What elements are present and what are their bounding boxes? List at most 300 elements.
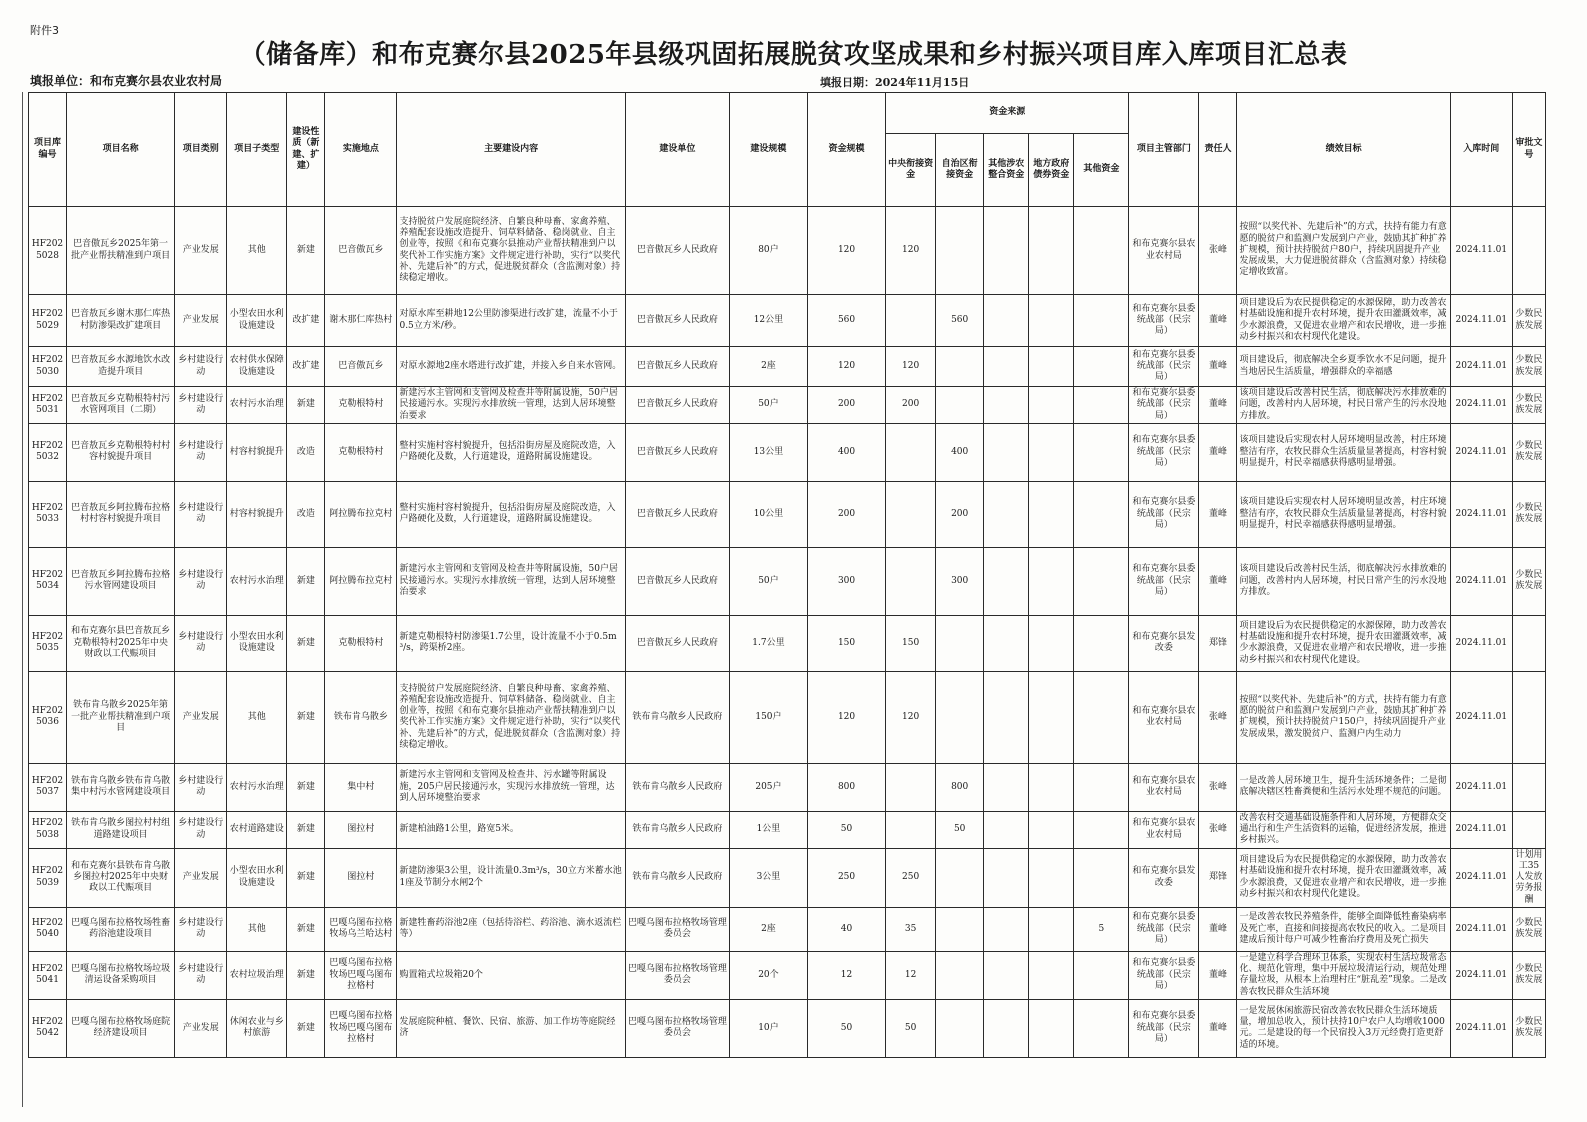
cell-other-agri bbox=[984, 481, 1029, 547]
cell-location: 巴音傲瓦乡 bbox=[325, 347, 397, 387]
header-name: 项目名称 bbox=[67, 93, 175, 207]
cell-id: HF2025042 bbox=[29, 999, 67, 1057]
cell-person: 张峰 bbox=[1199, 671, 1237, 763]
cell-approval: 少数民族发展 bbox=[1512, 387, 1545, 424]
cell-content: 新建防渗渠3公里，设计流量0.3m³/s，30立方米蓄水池1座及节制分水闸2个 bbox=[397, 848, 625, 907]
table-row bbox=[29, 907, 1546, 951]
cell-perf: 项目建设后为农民提供稳定的水源保障，助力改善农村基础设施和提升农村环境，提升农田灌溉效率，减少水源浪费，又促进农业增产和农民增收，进一步推动乡村振兴和农村现代化建设。 bbox=[1237, 848, 1450, 907]
project-table bbox=[28, 92, 1546, 1058]
cell-nature: 改造 bbox=[287, 423, 325, 481]
cell-builder: 巴音傲瓦乡人民政府 bbox=[625, 347, 729, 387]
cell-category: 乡村建设行动 bbox=[175, 907, 227, 951]
table-row bbox=[29, 999, 1546, 1057]
cell-region: 400 bbox=[936, 423, 984, 481]
cell-dept: 和布克赛尔县发改委 bbox=[1129, 848, 1199, 907]
cell-central: 12 bbox=[886, 951, 936, 999]
cell-time: 2024.11.01 bbox=[1450, 763, 1512, 811]
cell-local-bond bbox=[1029, 347, 1074, 387]
page-edge-line bbox=[22, 92, 23, 1107]
header-fund: 资金规模 bbox=[807, 93, 885, 207]
cell-time: 2024.11.01 bbox=[1450, 207, 1512, 295]
cell-id: HF2025028 bbox=[29, 207, 67, 295]
cell-dept: 和布克赛尔县农业农村局 bbox=[1129, 671, 1199, 763]
cell-id: HF2025041 bbox=[29, 951, 67, 999]
cell-nature: 新建 bbox=[287, 848, 325, 907]
cell-local-bond bbox=[1029, 547, 1074, 615]
cell-other-agri bbox=[984, 423, 1029, 481]
cell-local-bond bbox=[1029, 295, 1074, 347]
cell-person: 董峰 bbox=[1199, 481, 1237, 547]
cell-nature: 新建 bbox=[287, 907, 325, 951]
cell-nature: 新建 bbox=[287, 999, 325, 1057]
table-row bbox=[29, 547, 1546, 615]
cell-approval: 少数民族发展 bbox=[1512, 481, 1545, 547]
cell-dept: 和布克赛尔县农业农村局 bbox=[1129, 207, 1199, 295]
cell-category: 产业发展 bbox=[175, 295, 227, 347]
cell-content: 新建克勒根特村防渗渠1.7公里，设计流量不小于0.5m³/s，跨渠桥2座。 bbox=[397, 615, 625, 671]
cell-other bbox=[1074, 951, 1129, 999]
cell-perf: 该项目建设后改善村民生活，彻底解决污水排放难的问题，改善村内人居环境，村民日常产生的污水没地方排放。 bbox=[1237, 387, 1450, 424]
cell-builder: 巴嘎乌图布拉格牧场管理委员会 bbox=[625, 951, 729, 999]
cell-other bbox=[1074, 547, 1129, 615]
cell-region bbox=[936, 907, 984, 951]
cell-subtype: 其他 bbox=[227, 207, 287, 295]
cell-fund: 560 bbox=[807, 295, 885, 347]
cell-subtype: 农村道路建设 bbox=[227, 811, 287, 848]
cell-time: 2024.11.01 bbox=[1450, 481, 1512, 547]
cell-perf: 按照“以奖代补、先建后补”的方式，扶持有能力有意愿的脱贫户和监测户发展到户产业，鼓励其扩种扩养扩规模，预计扶持脱贫户150户，持续巩固提升产业发展成果，激发脱贫户、监测户内生动力 bbox=[1237, 671, 1450, 763]
table-row bbox=[29, 763, 1546, 811]
cell-nature: 新建 bbox=[287, 951, 325, 999]
cell-id: HF2025039 bbox=[29, 848, 67, 907]
cell-approval: 计划用工35人发放劳务报酬 bbox=[1512, 848, 1545, 907]
cell-central bbox=[886, 763, 936, 811]
cell-subtype: 村容村貌提升 bbox=[227, 423, 287, 481]
cell-other-agri bbox=[984, 207, 1029, 295]
cell-scale: 1公里 bbox=[729, 811, 807, 848]
cell-scale: 20个 bbox=[729, 951, 807, 999]
cell-fund: 120 bbox=[807, 671, 885, 763]
cell-other-agri bbox=[984, 951, 1029, 999]
cell-content: 支持脱贫户发展庭院经济、自繁良种母畜、家禽养殖、养殖配套设施改造提升、饲草料储备、稳岗就业、自主创业等，按照《和布克赛尔县推动产业帮扶精准到户以奖代补工作实施方案》文件规定进行补助，实行“以奖代补、先建后补”的方式，促进脱贫群众（含监测对象）持续稳定增收。 bbox=[397, 671, 625, 763]
cell-other bbox=[1074, 615, 1129, 671]
cell-approval bbox=[1512, 811, 1545, 848]
cell-person: 张峰 bbox=[1199, 811, 1237, 848]
cell-region bbox=[936, 671, 984, 763]
cell-name: 和布克赛尔县巴音敖瓦乡克勒根特村2025年中央财政以工代赈项目 bbox=[67, 615, 175, 671]
cell-time: 2024.11.01 bbox=[1450, 295, 1512, 347]
header-builder: 建设单位 bbox=[625, 93, 729, 207]
cell-fund: 400 bbox=[807, 423, 885, 481]
cell-region bbox=[936, 615, 984, 671]
cell-region bbox=[936, 848, 984, 907]
cell-builder: 巴嘎乌图布拉格牧场管理委员会 bbox=[625, 907, 729, 951]
cell-fund: 250 bbox=[807, 848, 885, 907]
cell-content: 整村实施村容村貌提升，包括沿街房屋及庭院改造，入户路硬化及数，人行道建设，道路附属设施建设。 bbox=[397, 481, 625, 547]
cell-id: HF2025034 bbox=[29, 547, 67, 615]
cell-id: HF2025031 bbox=[29, 387, 67, 424]
cell-nature: 新建 bbox=[287, 671, 325, 763]
cell-person: 董峰 bbox=[1199, 547, 1237, 615]
cell-name: 巴嘎乌图布拉格牧场庭院经济建设项目 bbox=[67, 999, 175, 1057]
cell-id: HF2025037 bbox=[29, 763, 67, 811]
table-row bbox=[29, 951, 1546, 999]
cell-other-agri bbox=[984, 387, 1029, 424]
cell-builder: 巴音傲瓦乡人民政府 bbox=[625, 423, 729, 481]
fill-date: 填报日期：2024年11月15日 bbox=[820, 76, 970, 89]
cell-perf: 一是改善人居环境卫生，提升生活环境条件；二是彻底解决辖区牲畜粪便和生活污水处理不规范的问题。 bbox=[1237, 763, 1450, 811]
cell-time: 2024.11.01 bbox=[1450, 907, 1512, 951]
cell-dept: 和布克赛尔县发改委 bbox=[1129, 615, 1199, 671]
cell-subtype: 小型农田水利设施建设 bbox=[227, 848, 287, 907]
cell-time: 2024.11.01 bbox=[1450, 387, 1512, 424]
cell-central: 50 bbox=[886, 999, 936, 1057]
cell-subtype: 村容村貌提升 bbox=[227, 481, 287, 547]
cell-region bbox=[936, 387, 984, 424]
cell-local-bond bbox=[1029, 671, 1074, 763]
header-person: 责任人 bbox=[1199, 93, 1237, 207]
cell-content: 发展庭院种植、餐饮、民宿、旅游、加工作坊等庭院经济 bbox=[397, 999, 625, 1057]
cell-category: 产业发展 bbox=[175, 999, 227, 1057]
cell-fund: 300 bbox=[807, 547, 885, 615]
cell-subtype: 小型农田水利设施建设 bbox=[227, 295, 287, 347]
cell-location: 谢木那仁库热村 bbox=[325, 295, 397, 347]
table-row bbox=[29, 848, 1546, 907]
cell-dept: 和布克赛尔县委统战部（民宗局） bbox=[1129, 999, 1199, 1057]
cell-name: 巴音敖瓦乡水源地饮水改造提升项目 bbox=[67, 347, 175, 387]
cell-nature: 新建 bbox=[287, 207, 325, 295]
cell-id: HF2025036 bbox=[29, 671, 67, 763]
cell-location: 巴音傲瓦乡 bbox=[325, 207, 397, 295]
header-other-agri: 其他涉农整合资金 bbox=[984, 134, 1029, 207]
cell-category: 产业发展 bbox=[175, 848, 227, 907]
cell-category: 乡村建设行动 bbox=[175, 811, 227, 848]
cell-region: 560 bbox=[936, 295, 984, 347]
cell-location: 图拉村 bbox=[325, 811, 397, 848]
cell-time: 2024.11.01 bbox=[1450, 347, 1512, 387]
cell-location: 阿拉腾布拉克村 bbox=[325, 481, 397, 547]
cell-other-agri bbox=[984, 295, 1029, 347]
cell-approval: 少数民族发展 bbox=[1512, 999, 1545, 1057]
cell-person: 董峰 bbox=[1199, 347, 1237, 387]
cell-location: 图拉村 bbox=[325, 848, 397, 907]
cell-local-bond bbox=[1029, 907, 1074, 951]
table-row bbox=[29, 811, 1546, 848]
cell-person: 张峰 bbox=[1199, 207, 1237, 295]
cell-name: 巴嘎乌图布拉格牧场牲畜药浴池建设项目 bbox=[67, 907, 175, 951]
cell-approval: 少数民族发展 bbox=[1512, 547, 1545, 615]
header-other: 其他资金 bbox=[1074, 134, 1129, 207]
cell-dept: 和布克赛尔县委统战部（民宗局） bbox=[1129, 547, 1199, 615]
cell-content: 对原水源地2座水塔进行改扩建，并接入乡自来水管网。 bbox=[397, 347, 625, 387]
cell-central: 120 bbox=[886, 207, 936, 295]
cell-category: 产业发展 bbox=[175, 671, 227, 763]
header-id: 项目库编号 bbox=[29, 93, 67, 207]
cell-name: 巴音傲瓦乡2025年第一批产业帮扶精准到户项目 bbox=[67, 207, 175, 295]
cell-other-agri bbox=[984, 811, 1029, 848]
cell-central bbox=[886, 547, 936, 615]
cell-category: 乡村建设行动 bbox=[175, 763, 227, 811]
cell-id: HF2025040 bbox=[29, 907, 67, 951]
page-title: （储备库）和布克赛尔县2025年县级巩固拓展脱贫攻坚成果和乡村振兴项目库入库项目汇总表 bbox=[239, 40, 1348, 70]
cell-name: 巴音敖瓦乡谢木那仁库热村防渗渠改扩建项目 bbox=[67, 295, 175, 347]
cell-other bbox=[1074, 423, 1129, 481]
cell-scale: 12公里 bbox=[729, 295, 807, 347]
header-region: 自治区衔接资金 bbox=[936, 134, 984, 207]
cell-approval: 少数民族发展 bbox=[1512, 295, 1545, 347]
cell-other bbox=[1074, 999, 1129, 1057]
cell-approval: 少数民族发展 bbox=[1512, 423, 1545, 481]
cell-location: 巴嘎乌图布拉格牧场巴嘎乌图布拉格村 bbox=[325, 999, 397, 1057]
cell-time: 2024.11.01 bbox=[1450, 999, 1512, 1057]
cell-subtype: 农村污水治理 bbox=[227, 763, 287, 811]
cell-location: 克勒根特村 bbox=[325, 615, 397, 671]
cell-time: 2024.11.01 bbox=[1450, 811, 1512, 848]
cell-other bbox=[1074, 387, 1129, 424]
table-row bbox=[29, 671, 1546, 763]
cell-subtype: 休闲农业与乡村旅游 bbox=[227, 999, 287, 1057]
cell-central: 35 bbox=[886, 907, 936, 951]
cell-nature: 新建 bbox=[287, 387, 325, 424]
header-time: 入库时间 bbox=[1450, 93, 1512, 207]
cell-other-agri bbox=[984, 907, 1029, 951]
cell-local-bond bbox=[1029, 848, 1074, 907]
cell-dept: 和布克赛尔县委统战部（民宗局） bbox=[1129, 295, 1199, 347]
table-row bbox=[29, 423, 1546, 481]
cell-approval: 少数民族发展 bbox=[1512, 951, 1545, 999]
cell-other-agri bbox=[984, 763, 1029, 811]
cell-local-bond bbox=[1029, 999, 1074, 1057]
cell-category: 乡村建设行动 bbox=[175, 951, 227, 999]
cell-name: 铁布肯乌散乡2025年第一批产业帮扶精准到户项目 bbox=[67, 671, 175, 763]
header-location: 实施地点 bbox=[325, 93, 397, 207]
cell-content: 对原水库至耕地12公里防渗渠进行改扩建，流量不小于0.5立方米/秒。 bbox=[397, 295, 625, 347]
header-scale: 建设规模 bbox=[729, 93, 807, 207]
cell-perf: 一是发展休闲旅游民宿改善农牧民群众生活环境质量，增加总收入，预计扶持10户农户人均增收1000元。二是建设的每一个民宿投入3万元经费打造更舒适的环境。 bbox=[1237, 999, 1450, 1057]
cell-region bbox=[936, 999, 984, 1057]
cell-id: HF2025029 bbox=[29, 295, 67, 347]
cell-location: 巴嘎乌图布拉格牧场巴嘎乌图布拉格村 bbox=[325, 951, 397, 999]
cell-other-agri bbox=[984, 347, 1029, 387]
header-perf: 绩效目标 bbox=[1237, 93, 1450, 207]
cell-person: 董峰 bbox=[1199, 999, 1237, 1057]
cell-dept: 和布克赛尔县委统战部（民宗局） bbox=[1129, 481, 1199, 547]
cell-approval: 少数民族发展 bbox=[1512, 347, 1545, 387]
cell-approval bbox=[1512, 763, 1545, 811]
cell-location: 集中村 bbox=[325, 763, 397, 811]
cell-other bbox=[1074, 811, 1129, 848]
cell-time: 2024.11.01 bbox=[1450, 951, 1512, 999]
cell-other bbox=[1074, 481, 1129, 547]
cell-category: 乡村建设行动 bbox=[175, 423, 227, 481]
header-local-bond: 地方政府债券资金 bbox=[1029, 134, 1074, 207]
cell-time: 2024.11.01 bbox=[1450, 671, 1512, 763]
cell-approval bbox=[1512, 671, 1545, 763]
cell-builder: 巴音傲瓦乡人民政府 bbox=[625, 387, 729, 424]
cell-fund: 50 bbox=[807, 811, 885, 848]
cell-dept: 和布克赛尔县委统战部（民宗局） bbox=[1129, 347, 1199, 387]
cell-fund: 12 bbox=[807, 951, 885, 999]
cell-time: 2024.11.01 bbox=[1450, 547, 1512, 615]
cell-scale: 1.7公里 bbox=[729, 615, 807, 671]
header-content: 主要建设内容 bbox=[397, 93, 625, 207]
cell-central bbox=[886, 811, 936, 848]
cell-content: 新建污水主管网和支管网及检查井等附属设施，50户居民接通污水。实现污水排放统一管理，达到人居环境整治要求 bbox=[397, 547, 625, 615]
cell-dept: 和布克赛尔县委统战部（民宗局） bbox=[1129, 387, 1199, 424]
cell-region: 200 bbox=[936, 481, 984, 547]
cell-local-bond bbox=[1029, 481, 1074, 547]
cell-subtype: 其他 bbox=[227, 671, 287, 763]
cell-name: 铁布肯乌散乡图拉村村组道路建设项目 bbox=[67, 811, 175, 848]
cell-fund: 50 bbox=[807, 999, 885, 1057]
cell-other-agri bbox=[984, 671, 1029, 763]
table-row bbox=[29, 295, 1546, 347]
cell-other-agri bbox=[984, 999, 1029, 1057]
table-row bbox=[29, 347, 1546, 387]
cell-scale: 50户 bbox=[729, 387, 807, 424]
cell-fund: 200 bbox=[807, 481, 885, 547]
cell-other bbox=[1074, 295, 1129, 347]
cell-name: 巴嘎乌图布拉格牧场垃圾清运设备采购项目 bbox=[67, 951, 175, 999]
cell-content: 新建污水主管网和支管网及检查井、污水罐等附属设施，205户居民接通污水，实现污水排放统一管理，达到人居环境整治要求 bbox=[397, 763, 625, 811]
cell-person: 董峰 bbox=[1199, 951, 1237, 999]
cell-category: 产业发展 bbox=[175, 207, 227, 295]
cell-scale: 10户 bbox=[729, 999, 807, 1057]
cell-subtype: 农村污水治理 bbox=[227, 547, 287, 615]
cell-central bbox=[886, 295, 936, 347]
cell-location: 克勒根特村 bbox=[325, 387, 397, 424]
cell-builder: 巴音傲瓦乡人民政府 bbox=[625, 615, 729, 671]
cell-nature: 新建 bbox=[287, 547, 325, 615]
cell-central: 150 bbox=[886, 615, 936, 671]
cell-local-bond bbox=[1029, 811, 1074, 848]
cell-person: 董峰 bbox=[1199, 295, 1237, 347]
cell-scale: 13公里 bbox=[729, 423, 807, 481]
cell-central: 250 bbox=[886, 848, 936, 907]
cell-perf: 该项目建设后实现农村人居环境明显改善，村庄环境整洁有序，农牧民群众生活质量显著提高，村容村貌明显提升，村民幸福感获得感明显增强。 bbox=[1237, 423, 1450, 481]
cell-other-agri bbox=[984, 615, 1029, 671]
cell-subtype: 农村污水治理 bbox=[227, 387, 287, 424]
cell-location: 巴嘎乌图布拉格牧场乌兰哈达村 bbox=[325, 907, 397, 951]
cell-name: 巴音敖瓦乡克勒根特村污水管网项目（二期） bbox=[67, 387, 175, 424]
cell-other bbox=[1074, 848, 1129, 907]
cell-category: 乡村建设行动 bbox=[175, 481, 227, 547]
cell-location: 阿拉腾布拉克村 bbox=[325, 547, 397, 615]
cell-region bbox=[936, 951, 984, 999]
cell-dept: 和布克赛尔县委统战部（民宗局） bbox=[1129, 907, 1199, 951]
cell-content: 新建柏油路1公里，路宽5米。 bbox=[397, 811, 625, 848]
cell-content: 购置箱式垃圾箱20个 bbox=[397, 951, 625, 999]
cell-time: 2024.11.01 bbox=[1450, 848, 1512, 907]
header-category: 项目类别 bbox=[175, 93, 227, 207]
cell-subtype: 其他 bbox=[227, 907, 287, 951]
header-subtype: 项目子类型 bbox=[227, 93, 287, 207]
cell-id: HF2025038 bbox=[29, 811, 67, 848]
cell-name: 巴音敖瓦乡阿拉腾布拉格污水管网建设项目 bbox=[67, 547, 175, 615]
cell-region: 50 bbox=[936, 811, 984, 848]
cell-scale: 50户 bbox=[729, 547, 807, 615]
cell-category: 乡村建设行动 bbox=[175, 387, 227, 424]
cell-perf: 一是建立科学合理环卫体系，实现农村生活垃圾常态化、规范化管理，集中开展垃圾清运行动，规范处理存量垃圾，从根本上治理村庄“脏乱差”现象。二是改善农牧民群众生活环境 bbox=[1237, 951, 1450, 999]
cell-builder: 铁布肯乌散乡人民政府 bbox=[625, 848, 729, 907]
table-row bbox=[29, 207, 1546, 295]
cell-builder: 铁布肯乌散乡人民政府 bbox=[625, 671, 729, 763]
cell-other-agri bbox=[984, 547, 1029, 615]
cell-scale: 2座 bbox=[729, 347, 807, 387]
cell-other bbox=[1074, 763, 1129, 811]
cell-id: HF2025030 bbox=[29, 347, 67, 387]
cell-subtype: 小型农田水利设施建设 bbox=[227, 615, 287, 671]
cell-fund: 150 bbox=[807, 615, 885, 671]
cell-other: 5 bbox=[1074, 907, 1129, 951]
cell-name: 巴音敖瓦乡克勒根特村村容村貌提升项目 bbox=[67, 423, 175, 481]
cell-region: 800 bbox=[936, 763, 984, 811]
cell-nature: 改扩建 bbox=[287, 295, 325, 347]
cell-other bbox=[1074, 347, 1129, 387]
cell-content: 整村实施村容村貌提升，包括沿街房屋及庭院改造，入户路硬化及数，人行道建设，道路附属设施建设。 bbox=[397, 423, 625, 481]
cell-time: 2024.11.01 bbox=[1450, 615, 1512, 671]
cell-builder: 巴嘎乌图布拉格牧场管理委员会 bbox=[625, 999, 729, 1057]
cell-perf: 项目建设后为农民提供稳定的水源保障，助力改善农村基础设施和提升农村环境，提升农田灌溉效率，减少水源浪费，又促进农业增产和农民增收，进一步推动乡村振兴和农村现代化建设。 bbox=[1237, 295, 1450, 347]
cell-region bbox=[936, 347, 984, 387]
cell-perf: 按照“以奖代补、先建后补”的方式，扶持有能力有意愿的脱贫户和监测户发展到户产业，鼓励其扩种扩养扩规模，预计扶持脱贫户80户，持续巩固提升产业发展成果，大力促进脱贫群众（含监测对象）持续稳定增收致富。 bbox=[1237, 207, 1450, 295]
cell-nature: 新建 bbox=[287, 763, 325, 811]
cell-person: 郑锋 bbox=[1199, 848, 1237, 907]
header-approval: 审批文号 bbox=[1512, 93, 1545, 207]
cell-subtype: 农村垃圾治理 bbox=[227, 951, 287, 999]
cell-central: 120 bbox=[886, 671, 936, 763]
header-source: 资金来源 bbox=[886, 93, 1129, 134]
cell-scale: 150户 bbox=[729, 671, 807, 763]
cell-location: 铁布肯乌散乡 bbox=[325, 671, 397, 763]
cell-category: 乡村建设行动 bbox=[175, 547, 227, 615]
cell-category: 乡村建设行动 bbox=[175, 615, 227, 671]
cell-local-bond bbox=[1029, 387, 1074, 424]
cell-person: 郑锋 bbox=[1199, 615, 1237, 671]
cell-fund: 120 bbox=[807, 207, 885, 295]
cell-nature: 新建 bbox=[287, 811, 325, 848]
cell-dept: 和布克赛尔县农业农村局 bbox=[1129, 763, 1199, 811]
cell-builder: 巴音傲瓦乡人民政府 bbox=[625, 207, 729, 295]
cell-subtype: 农村供水保障设施建设 bbox=[227, 347, 287, 387]
cell-fund: 800 bbox=[807, 763, 885, 811]
cell-builder: 巴音傲瓦乡人民政府 bbox=[625, 295, 729, 347]
cell-central bbox=[886, 481, 936, 547]
attachment-label: 附件3 bbox=[30, 24, 59, 37]
cell-local-bond bbox=[1029, 423, 1074, 481]
cell-perf: 改善农村交通基础设施条件和人居环境，方便群众交通出行和生产生活资料的运输，促进经济发展，推进乡村振兴。 bbox=[1237, 811, 1450, 848]
cell-local-bond bbox=[1029, 615, 1074, 671]
cell-central: 120 bbox=[886, 347, 936, 387]
cell-fund: 120 bbox=[807, 347, 885, 387]
cell-person: 张峰 bbox=[1199, 763, 1237, 811]
cell-scale: 80户 bbox=[729, 207, 807, 295]
cell-name: 巴音敖瓦乡阿拉腾布拉格村村容村貌提升项目 bbox=[67, 481, 175, 547]
cell-local-bond bbox=[1029, 207, 1074, 295]
cell-dept: 和布克赛尔县农业农村局 bbox=[1129, 811, 1199, 848]
cell-perf: 一是改善农牧民养殖条件，能够全面降低牲畜染病率及死亡率，直接和间接提高农牧民的收入。二是项目建成后预计每户可减少牲畜治疗费用及死亡损失 bbox=[1237, 907, 1450, 951]
cell-other bbox=[1074, 207, 1129, 295]
cell-id: HF2025035 bbox=[29, 615, 67, 671]
table-body bbox=[29, 207, 1546, 1058]
cell-builder: 铁布肯乌散乡人民政府 bbox=[625, 811, 729, 848]
cell-perf: 项目建设后为农民提供稳定的水源保障，助力改善农村基础设施和提升农村环境，提升农田灌溉效率，减少水源浪费，又促进农业增产和农民增收，进一步推动乡村振兴和农村现代化建设。 bbox=[1237, 615, 1450, 671]
table-row bbox=[29, 481, 1546, 547]
cell-dept: 和布克赛尔县委统战部（民宗局） bbox=[1129, 951, 1199, 999]
fill-unit: 填报单位：和布克赛尔县农业农村局 bbox=[30, 74, 223, 88]
cell-builder: 巴音傲瓦乡人民政府 bbox=[625, 547, 729, 615]
cell-fund: 40 bbox=[807, 907, 885, 951]
